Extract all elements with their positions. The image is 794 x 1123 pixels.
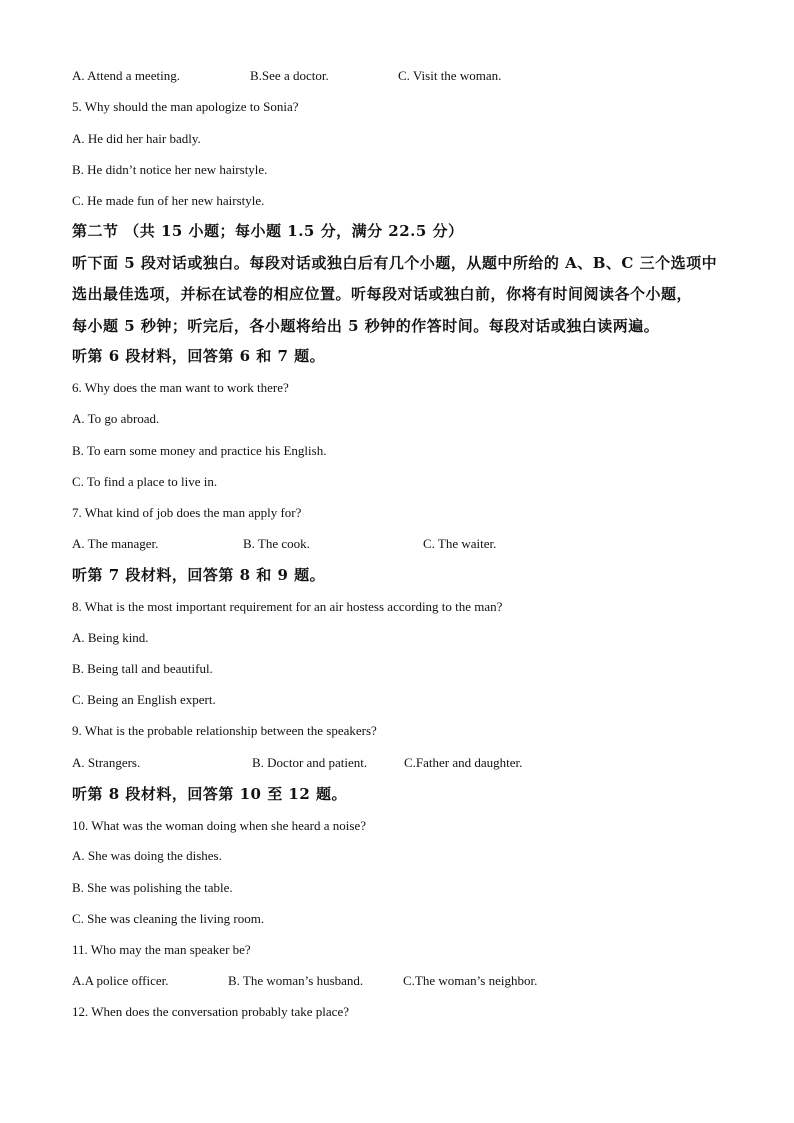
q4-option-a: A. Attend a meeting. — [72, 68, 180, 83]
instructions-line-2: 选出最佳选项，并标在试卷的相应位置。听每段对话或独白前，你将有时间阅读各个小题， — [72, 285, 693, 303]
question-8-option-a: A. Being kind. — [72, 630, 149, 645]
question-6: 6. Why does the man want to work there? — [72, 380, 289, 395]
question-9-option-b: B. Doctor and patient. — [252, 755, 368, 770]
question-8-option-b: B. Being tall and beautiful. — [72, 661, 213, 676]
question-11-option-a: A.A police officer. — [72, 973, 169, 988]
question-8: 8. What is the most important requirement for an air hostess according to the man? — [72, 599, 503, 614]
question-8-option-c: C. Being an English expert. — [72, 692, 216, 707]
question-6-option-c: C. To find a place to live in. — [72, 474, 218, 489]
q4-option-b: B.See a doctor. — [250, 68, 329, 83]
question-7-option-b: B. The cook. — [243, 536, 310, 551]
q4-option-c: C. Visit the woman. — [398, 68, 502, 83]
material-8-heading: 听第 8 段材料，回答第 10 至 12 题。 — [72, 785, 348, 803]
question-9-option-a: A. Strangers. — [72, 755, 141, 770]
question-11-option-b: B. The woman’s husband. — [228, 973, 364, 988]
question-9: 9. What is the probable relationship between the speakers? — [72, 723, 377, 738]
question-10: 10. What was the woman doing when she heard a noise? — [72, 818, 366, 833]
material-6-heading: 听第 6 段材料，回答第 6 和 7 题。 — [72, 347, 326, 365]
question-9-option-c: C.Father and daughter. — [404, 755, 523, 770]
question-6-option-b: B. To earn some money and practice his English. — [72, 443, 327, 458]
question-5-option-a: A. He did her hair badly. — [72, 131, 201, 146]
question-5: 5. Why should the man apologize to Sonia? — [72, 99, 299, 114]
question-10-option-c: C. She was cleaning the living room. — [72, 911, 265, 926]
material-7-heading: 听第 7 段材料，回答第 8 和 9 题。 — [72, 566, 326, 584]
question-11: 11. Who may the man speaker be? — [72, 942, 251, 957]
question-7-option-c: C. The waiter. — [423, 536, 497, 551]
question-6-option-a: A. To go abroad. — [72, 411, 160, 426]
instructions-line-1: 听下面 5 段对话或独白。每段对话或独白后有几个小题，从题中所给的 A、B、C 三个选项中 — [72, 254, 718, 272]
question-10-option-a: A. She was doing the dishes. — [72, 848, 222, 863]
question-12: 12. When does the conversation probably take place? — [72, 1004, 349, 1019]
question-10-option-b: B. She was polishing the table. — [72, 880, 233, 895]
question-7: 7. What kind of job does the man apply for? — [72, 505, 302, 520]
section-title: 第二节 （共 15 小题；每小题 1.5 分，满分 22.5 分） — [72, 222, 464, 240]
question-11-option-c: C.The woman’s neighbor. — [403, 973, 538, 988]
question-5-option-c: C. He made fun of her new hairstyle. — [72, 193, 265, 208]
question-5-option-b: B. He didn’t notice her new hairstyle. — [72, 162, 268, 177]
instructions-line-3: 每小题 5 秒钟；听完后，各小题将给出 5 秒钟的作答时间。每段对话或独白读两遍。 — [72, 317, 660, 335]
question-7-option-a: A. The manager. — [72, 536, 159, 551]
